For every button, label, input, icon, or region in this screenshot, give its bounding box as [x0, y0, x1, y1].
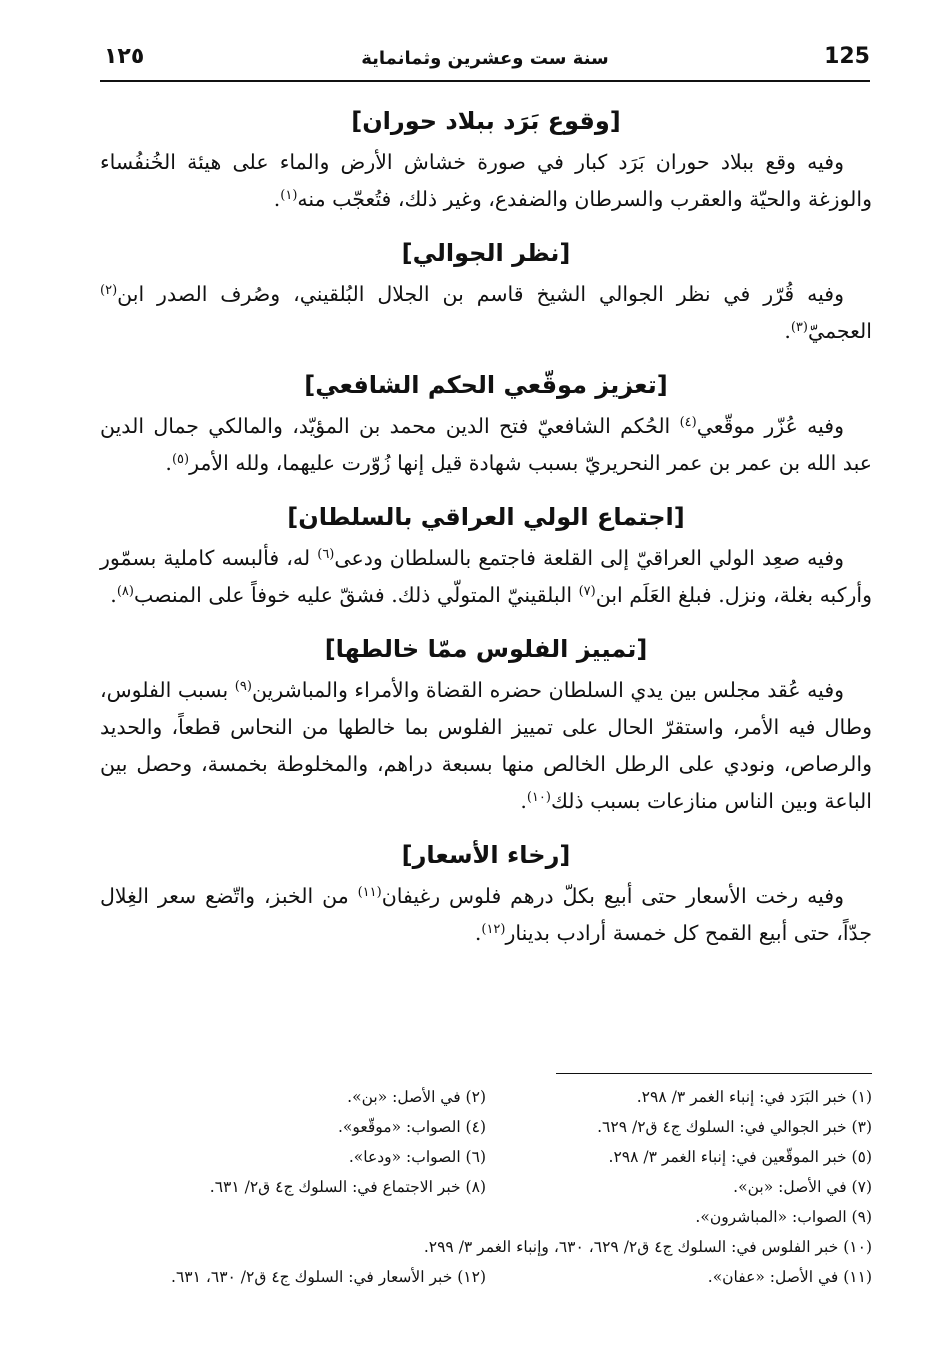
- footnote-9: (٩) الصواب: «المباشرون».: [695, 1208, 872, 1226]
- footnote-10: (١٠) خبر الفلوس في: السلوك ج٤ ق٢/ ٦٢٩، ٦٣٠، وإنباء الغمر ٣/ ٢٩٩.: [423, 1238, 872, 1256]
- footnote-row: [100, 1172, 872, 1202]
- paragraph-text: وفيه عُزّر موقّعي: [696, 414, 844, 438]
- page-number-latin: 125: [824, 44, 870, 69]
- footnote-8: (٨) خبر الاجتماع في: السلوك ج٤ ق٢/ ٦٣١.: [209, 1178, 486, 1196]
- section-heading: [نظر الجوالي]: [401, 239, 571, 267]
- paragraph-end: .: [110, 583, 117, 607]
- paragraph-text: الحُكم الشافعيّ فتح الدين محمد بن المؤيّد، والمالكي جمال الدين عبد الله بن عمر بن عمر النحريريّ بسبب شهادة قيل إنها زُوّرت عليهما، ولله الأمر: [100, 414, 872, 475]
- footnotes: [100, 1082, 872, 1292]
- paragraph-text: البلقينيّ المتولّي ذلك. فشقّ عليه خوفاً على المنصب: [133, 583, 579, 607]
- footnote-ref[interactable]: (٧): [578, 584, 596, 599]
- section-heading: [اجتماع الولي العراقي بالسلطان]: [287, 503, 685, 531]
- section-paragraph: [100, 540, 872, 614]
- footnote-rule: [556, 1073, 872, 1074]
- paragraph-end: .: [520, 789, 527, 813]
- footnote-ref[interactable]: (٦): [317, 547, 335, 562]
- paragraph-end: .: [273, 187, 281, 211]
- footnote-11: (١١) في الأصل: «عفان».: [707, 1268, 872, 1286]
- footnote-ref[interactable]: (٥): [171, 452, 190, 467]
- section-paragraph: [100, 878, 872, 952]
- paragraph-text: وفيه عُقد مجلس بين يدي السلطان حضره القضاة والأمراء والمباشرين: [251, 678, 845, 702]
- footnote-ref[interactable]: (٩): [234, 679, 252, 694]
- footnote-row: [100, 1112, 872, 1142]
- footnote-row: [100, 1262, 872, 1292]
- header-rule: [100, 80, 870, 82]
- section-heading: [تعزيز موقّعي الحكم الشافعي]: [304, 371, 668, 399]
- footnote-4: (٤) الصواب: «موقّعو».: [338, 1118, 486, 1136]
- footnote-ref[interactable]: (٣): [790, 320, 808, 335]
- paragraph-text: بسبب الفلوس، وطال فيه الأمر، واستقرّ الحال على تمييز الفلوس بما خالطها من النحاس قطعاً، والحديد والرصاص، ونودي على الرطل الخالص منها بسبعة دراهم، والمخلوطة بخمسة، وحصل بين الباعة وبين الناس منازعات بسبب ذلك: [100, 678, 872, 813]
- footnote-1: (١) خبر البَرَد في: إنباء الغمر ٣/ ٢٩٨.: [636, 1088, 872, 1106]
- footnote-ref[interactable]: (١٢): [481, 922, 506, 937]
- section-paragraph: [100, 144, 872, 218]
- footnote-ref[interactable]: (٢): [100, 283, 118, 298]
- paragraph-text: وفيه رخت الأسعار حتى أبيع بكلّ درهم فلوس رغيفان: [381, 884, 844, 908]
- footnote-5: (٥) خبر الموقّعين في: إنباء الغمر ٣/ ٢٩٨.: [608, 1148, 872, 1166]
- page-header: [100, 40, 870, 86]
- main-text: [100, 98, 872, 964]
- paragraph-text: له، فألبسه كاملية بسمّور وأركبه بغلة، ونزل. فبلغ العَلَم ابن: [100, 546, 872, 607]
- footnote-ref[interactable]: (١١): [357, 885, 382, 900]
- footnote-ref[interactable]: (١٠): [526, 790, 551, 805]
- footnote-ref[interactable]: (٨): [116, 584, 134, 599]
- footnote-12: (١٢) خبر الأسعار في: السلوك ج٤ ق٢/ ٦٣٠، ٦٣١.: [171, 1268, 486, 1286]
- paragraph-end: .: [474, 921, 482, 945]
- paragraph-text: وفيه وقع ببلاد حوران بَرَد كبار في صورة خشاش الأرض والماء على هيئة الخُنفُساء والوزغة والحيّة والعقرب والسرطان والضفدع، وغير ذلك، فتُعجّب منه: [100, 150, 872, 211]
- paragraph-text: وفيه قُرّر في نظر الجوالي الشيخ قاسم بن الجلال البُلقيني، وصُرف الصدر ابن: [117, 282, 844, 306]
- section-heading: [رخاء الأسعار]: [401, 841, 571, 869]
- paragraph-text: من الخبز، واتّضع سعر الغِلال جدّاً، حتى أبيع القمح كل خمسة أرادب بدينار: [100, 884, 872, 945]
- paragraph-end: .: [165, 451, 172, 475]
- section-paragraph: [100, 672, 872, 820]
- footnote-6: (٦) الصواب: «ودعا».: [348, 1148, 486, 1166]
- paragraph-end: .: [784, 319, 791, 343]
- section-paragraph: [100, 408, 872, 482]
- footnote-ref[interactable]: (٤): [679, 415, 697, 430]
- paragraph-text: وفيه صعِد الولي العراقيّ إلى القلعة فاجتمع بالسلطان ودعى: [334, 546, 844, 570]
- section-paragraph: [100, 276, 872, 350]
- footnote-ref[interactable]: (١): [280, 188, 298, 203]
- footnote-3: (٣) خبر الجوالي في: السلوك ج٤ ق٢/ ٦٢٩.: [597, 1118, 872, 1136]
- running-title: سنة ست وعشرين وثمانماية: [361, 48, 609, 69]
- footnote-row: [100, 1082, 872, 1112]
- footnote-2: (٢) في الأصل: «بن».: [347, 1088, 486, 1106]
- page-number-arabic: ١٢٥: [104, 44, 145, 69]
- footnote-7: (٧) في الأصل: «بن».: [733, 1178, 872, 1196]
- section-heading: [تمييز الفلوس ممّا خالطها]: [324, 635, 648, 663]
- section-heading: [وقوع بَرَد ببلاد حوران]: [351, 107, 621, 135]
- footnote-row: [100, 1142, 872, 1172]
- paragraph-text: العجميّ: [807, 319, 872, 343]
